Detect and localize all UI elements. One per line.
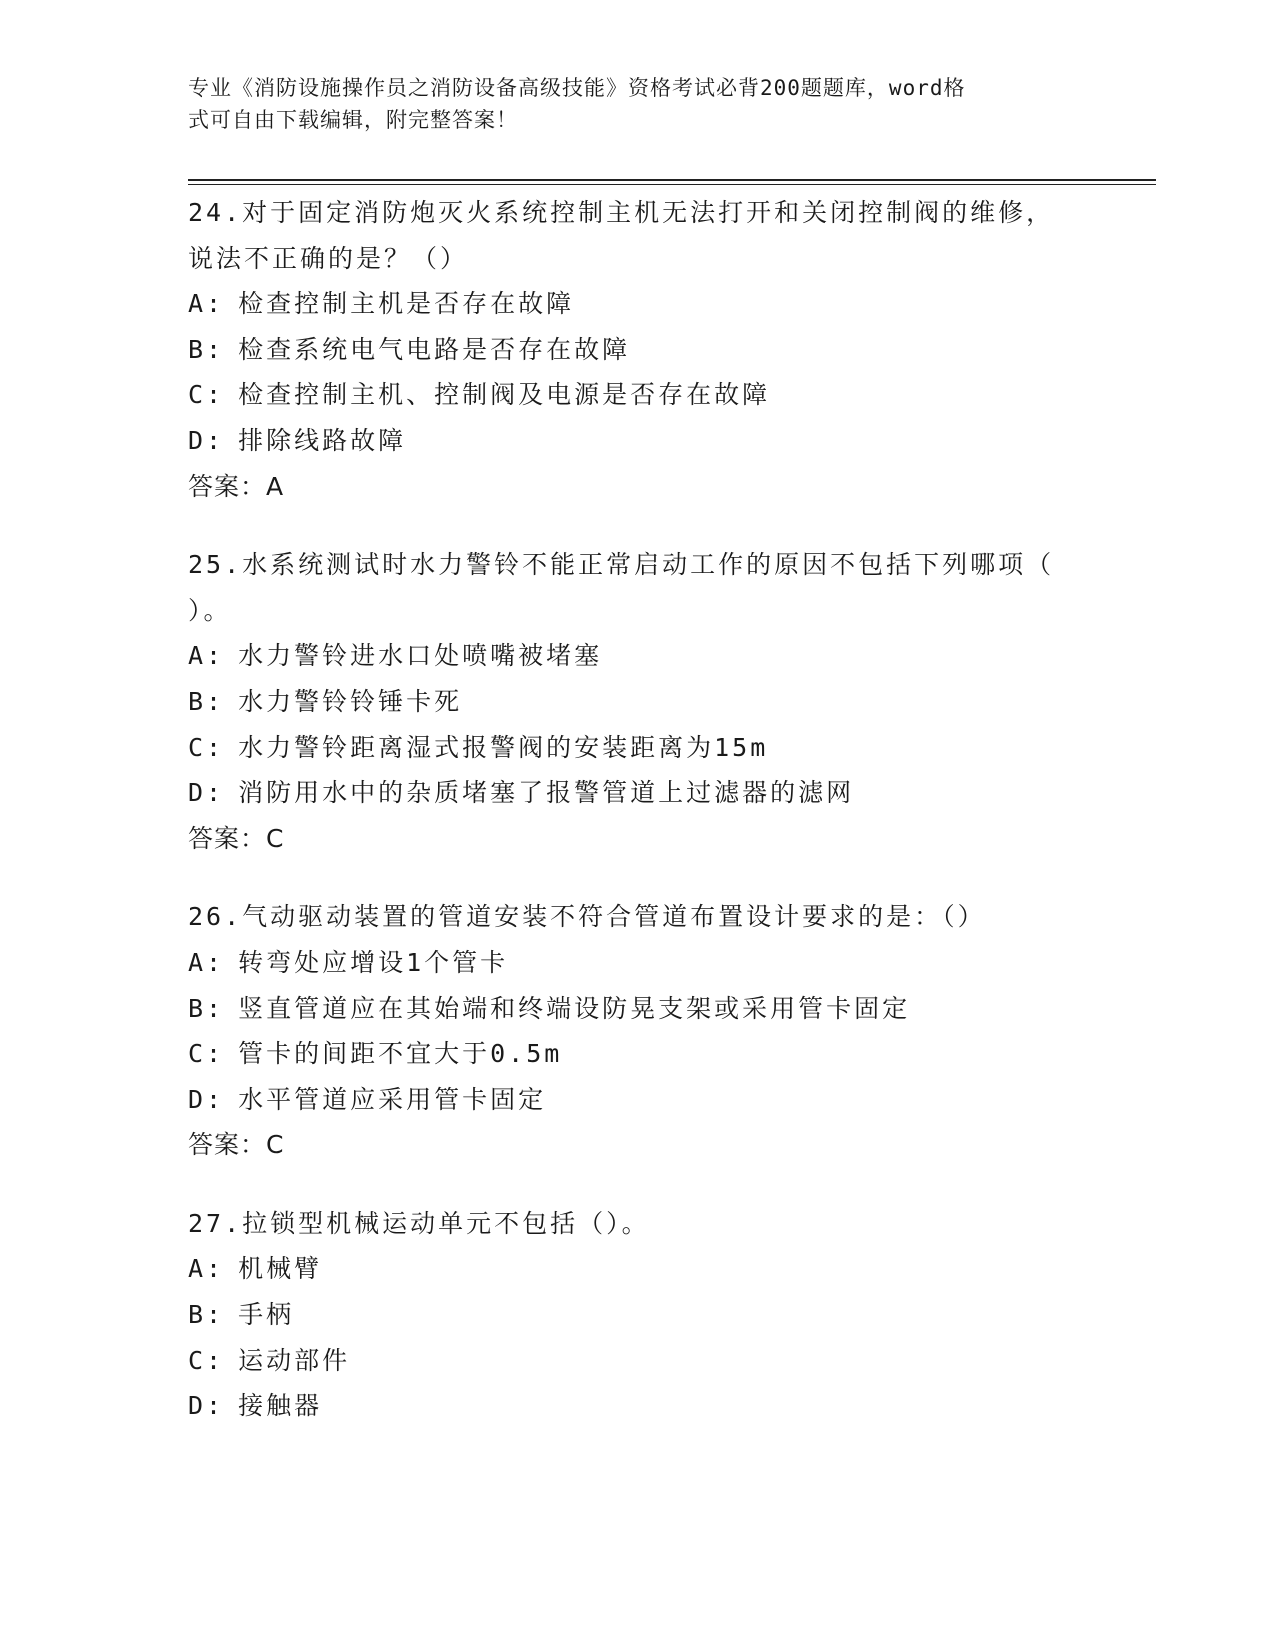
option-c: [188, 725, 1088, 771]
option-text: 水力警铃进水口处喷嘴被堵塞: [238, 641, 603, 671]
option-text: 运动部件: [238, 1345, 351, 1375]
option-letter: A:: [188, 289, 225, 319]
option-a: [188, 1246, 1088, 1292]
question-stem: ）。: [188, 595, 232, 625]
option-d: [188, 1077, 1088, 1123]
option-letter: D:: [188, 1084, 225, 1114]
option-letter: D:: [188, 1391, 225, 1421]
option-letter: C:: [188, 1039, 225, 1069]
question-24: [188, 190, 1088, 509]
option-c: [188, 1031, 1088, 1077]
option-text: 排除线路故障: [238, 425, 407, 455]
option-text: 管卡的间距不宜大于0.5m: [238, 1039, 563, 1069]
question-stem: 25.水系统测试时水力警铃不能正常启动工作的原因不包括下列哪项（: [188, 550, 1055, 580]
header-divider-thick: [188, 179, 1156, 181]
answer-line: 答案：C: [188, 1130, 285, 1160]
question-27: [188, 1201, 1088, 1429]
option-b: [188, 679, 1088, 725]
option-c: [188, 372, 1088, 418]
option-text: 机械臂: [238, 1254, 323, 1284]
option-b: [188, 1292, 1088, 1338]
question-stem: 26.气动驱动装置的管道安装不符合管道布置设计要求的是：（）: [188, 902, 986, 932]
option-letter: D:: [188, 425, 225, 455]
question-stem: 说法不正确的是？（）: [188, 243, 469, 273]
answer-line: 答案：A: [188, 471, 285, 501]
option-a: [188, 940, 1088, 986]
option-letter: B:: [188, 993, 225, 1023]
option-text: 检查系统电气电路是否存在故障: [238, 334, 631, 364]
option-text: 检查控制主机、控制阀及电源是否存在故障: [238, 380, 771, 410]
option-c: [188, 1338, 1088, 1384]
document-header: [188, 72, 1078, 136]
question-list: [188, 190, 1088, 1462]
option-letter: A:: [188, 947, 225, 977]
option-text: 接触器: [238, 1391, 323, 1421]
option-letter: C:: [188, 380, 225, 410]
question-25: [188, 542, 1088, 861]
question-stem: 27.拉锁型机械运动单元不包括（）。: [188, 1208, 650, 1238]
option-letter: D:: [188, 778, 225, 808]
option-letter: B:: [188, 334, 225, 364]
option-letter: B:: [188, 686, 225, 716]
option-d: [188, 770, 1088, 816]
option-text: 水力警铃距离湿式报警阀的安装距离为15m: [238, 732, 769, 762]
option-text: 消防用水中的杂质堵塞了报警管道上过滤器的滤网: [238, 778, 855, 808]
option-d: [188, 418, 1088, 464]
header-divider-thin: [188, 184, 1156, 185]
option-b: [188, 327, 1088, 373]
option-text: 手柄: [238, 1300, 295, 1330]
option-text: 竖直管道应在其始端和终端设防晃支架或采用管卡固定: [238, 993, 911, 1023]
option-text: 水力警铃铃锤卡死: [238, 686, 463, 716]
option-b: [188, 986, 1088, 1032]
header-line-1: 专业《消防设施操作员之消防设备高级技能》资格考试必背200题题库，word格: [188, 76, 966, 100]
option-text: 检查控制主机是否存在故障: [238, 289, 575, 319]
option-text: 转弯处应增设1个管卡: [238, 947, 509, 977]
option-a: [188, 633, 1088, 679]
option-letter: B:: [188, 1300, 225, 1330]
header-line-2: 式可自由下载编辑，附完整答案！: [188, 108, 518, 132]
option-d: [188, 1383, 1088, 1429]
option-letter: A:: [188, 641, 225, 671]
question-stem: 24.对于固定消防炮灭火系统控制主机无法打开和关闭控制阀的维修，: [188, 198, 1055, 227]
option-letter: C:: [188, 1345, 225, 1375]
option-a: [188, 281, 1088, 327]
option-text: 水平管道应采用管卡固定: [238, 1084, 547, 1114]
answer-line: 答案：C: [188, 823, 285, 853]
option-letter: A:: [188, 1254, 225, 1284]
option-letter: C:: [188, 732, 225, 762]
question-26: [188, 894, 1088, 1168]
